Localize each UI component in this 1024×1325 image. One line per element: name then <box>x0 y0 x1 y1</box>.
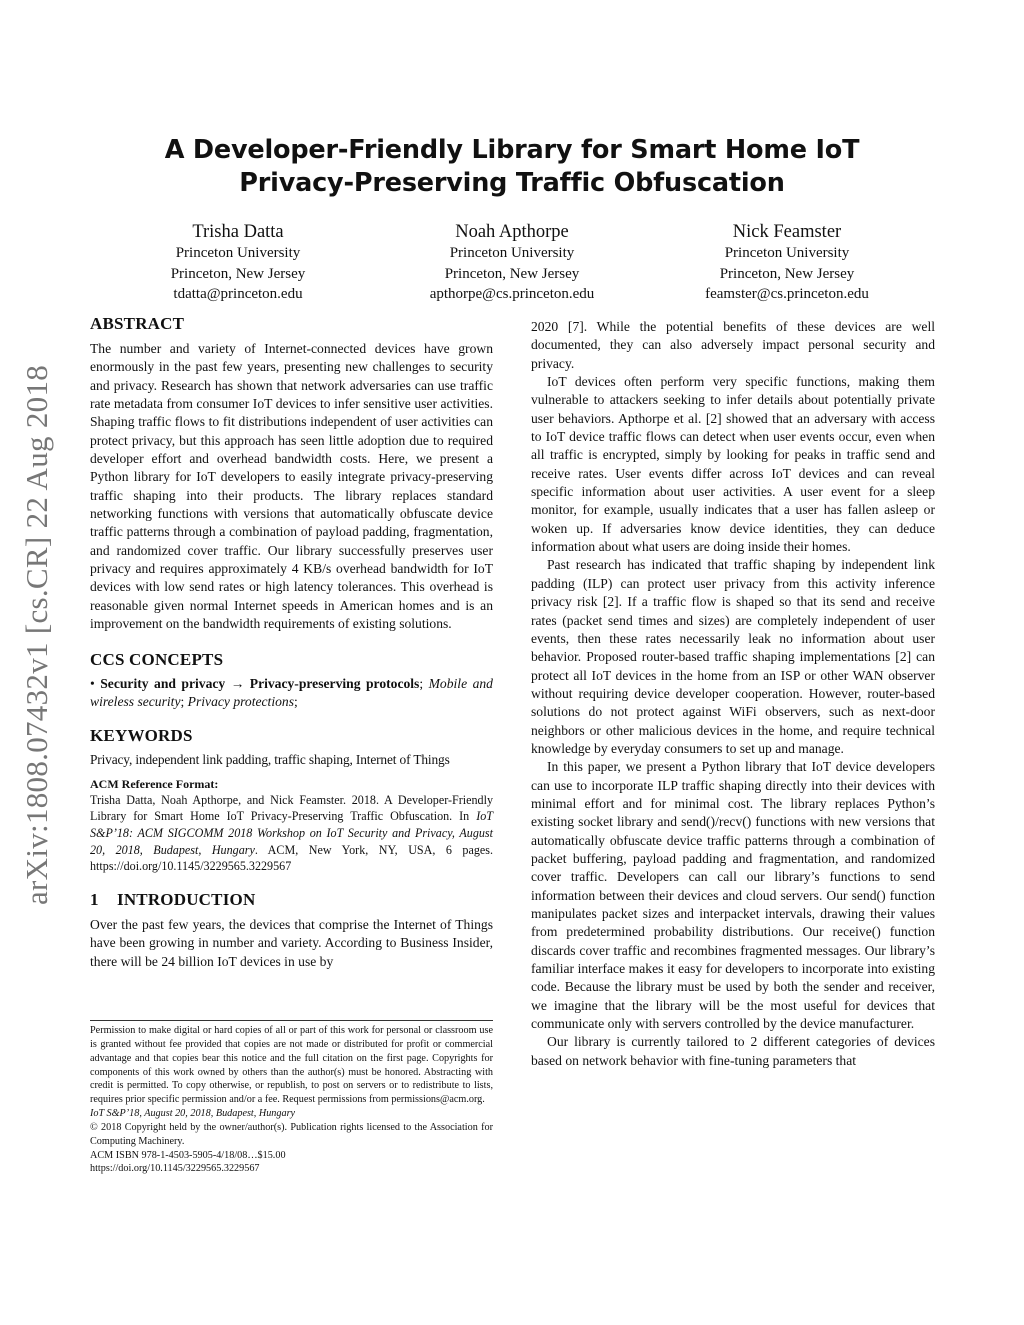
author-email: apthorpe@cs.princeton.edu <box>429 286 595 302</box>
acm-reference-venue: IoT S&P’18: ACM SIGCOMM 2018 Workshop on IoT Security and Privacy, August 20, 2018, Budapest, Hungary <box>90 809 493 857</box>
acm-reference-heading: ACM Reference Format: <box>90 776 219 791</box>
author-affiliation: Princeton University <box>449 245 575 261</box>
author-name: Noah Apthorpe <box>455 222 569 242</box>
abstract-text: The number and variety of Internet-connected devices have grown enormously in the past few years, presenting new challenges to security and privacy. Research has shown that network adversaries can use traffic rate metadata from consumer IoT devices to infer sensitive user activities. Shaping traffic flows to fit distributions independent of user activities can protect privacy, but this approach has seen little adoption due to required developer effort and overhead bandwidth costs. Here, we present a Python library for IoT developers to easily integrate privacy-preserving traffic shaping into their products. The library replaces standard networking functions with versions that automatically obfuscate device traffic patterns through a combination of payload padding, fragmentation, and randomized cover traffic. Our library successfully preserves user privacy and requires approximately 4 KB/s overhead bandwidth for IoT devices with low send rates or high latency tolerances. This overhead is reasonable given normal Internet speeds in American homes and is an improvement on the bandwidth requirements of existing solutions. <box>90 341 493 632</box>
acm-reference-text: Trisha Datta, Noah Apthorpe, and Nick Feamster. 2018. A Developer-Friendly Library for Smart Home IoT Privacy-Preserving Traffic Obfuscation. In <box>90 792 493 824</box>
title-line-2: Privacy-Preserving Traffic Obfuscation <box>239 168 785 198</box>
author-location: Princeton, New Jersey <box>444 265 580 282</box>
acm-reference <box>90 792 493 876</box>
ccs-separator: ; <box>419 675 429 691</box>
paper-title <box>120 134 904 200</box>
keywords-heading: KEYWORDS <box>90 726 193 746</box>
ccs-separator: ; <box>180 693 188 709</box>
author-name: Nick Feamster <box>732 222 842 242</box>
intro-paragraph: Over the past few years, the devices that comprise the Internet of Things have been growing in number and variety. According to Business Insider, there will be 24 billion IoT devices in use by <box>90 917 493 969</box>
ccs-arrow: → <box>225 675 250 691</box>
keywords-text: Privacy, independent link padding, traffic shaping, Internet of Things <box>90 752 450 768</box>
author-location: Princeton, New Jersey <box>170 265 306 282</box>
arxiv-identifier: arXiv:1808.07432v1 [cs.CR] 22 Aug 2018 <box>19 364 54 906</box>
author-affiliation: Princeton University <box>724 245 850 261</box>
right-column <box>531 318 935 1070</box>
isbn: ACM ISBN 978-1-4503-5905-4/18/08…$15.00 <box>90 1149 286 1161</box>
intro-heading <box>90 890 493 910</box>
intro-paragraph: 2020 [7]. While the potential benefits of these devices are well documented, they can also adversely impact personal security and privacy. <box>531 319 935 371</box>
intro-paragraph: Our library is currently tailored to 2 different categories of devices based on network behavior with fine-tuning parameters that <box>531 1034 935 1068</box>
left-column <box>90 314 493 971</box>
intro-paragraph: Past research has indicated that traffic shaping by independent link padding (ILP) can protect user privacy from this activity inference privacy risk [2]. If a traffic flow is shaped so that its send and receive rates (packet send times and sizes) are completely independent of user events, then these rates necessarily leak no information about user behavior. Proposed router-based traffic shaping implementations [2] can protect all IoT devices in the home from an ISP or other WAN observer without requiring device developer cooperation. However, router-based solutions do not protect against WiFi observers, such as next-door neighbors or other malicious devices in the home, and require technical knowledge by everyday consumers to set up and manage. <box>531 557 935 756</box>
copyright-footnote <box>90 1020 493 1176</box>
intro-paragraph: In this paper, we present a Python library that IoT device developers can use to incorporate ILP traffic shaping directly into their devices with minimal effort and for minimal cost. The library replaces Python’s existing socket library and send()/recv() functions with new versions that automatically obfuscate device traffic patterns through a combination of packet buffering, payload padding and fragmentation, and randomized cover traffic. Developers can call our library’s functions to send information between their devices and cloud servers. Our send() function manipulates packet sizes and interpacket intervals, drawing their values from predetermined probability distributions. Our receive() function discards cover traffic and recombines fragmented messages. Our library’s familiar interface makes it easy for developers to incorporate into existing code. Because the library must be used by both the sender and receiver, we imagine that the library will be the most useful for devices that communicate only with servers controlled by the device manufacturer. <box>531 759 935 1032</box>
ccs-heading: CCS CONCEPTS <box>90 649 224 669</box>
author-block <box>88 221 388 305</box>
arxiv-sidebar <box>12 310 62 960</box>
doi-link[interactable]: https://doi.org/10.1145/3229565.3229567 <box>90 1163 260 1175</box>
author-block <box>637 221 937 305</box>
author-name: Trisha Datta <box>192 222 284 242</box>
ccs-concept-2: Privacy-preserving protocols <box>249 675 420 691</box>
intro-paragraph: IoT devices often perform very specific functions, making them vulnerable to attackers seeking to infer details about potentially private user behaviors. Apthorpe et al. [2] showed that an adversary with access to IoT device traffic flows can detect when user events occur, even when all traffic is encrypted, simply by looking for peaks in traffic send and receive rates. User events differ across IoT devices and can reveal specific information about user activities. A user event for a sleep monitor, for example, usually indicates that a user has fallen asleep or woken up. If adversaries know device identities, they can deduce information about what users are doing inside their homes. <box>531 374 935 555</box>
ccs-concept-1: Security and privacy <box>100 675 226 691</box>
author-affiliation: Princeton University <box>175 245 301 261</box>
copyright-notice: © 2018 Copyright held by the owner/author(s). Publication rights licensed to the Association for Computing Machinery. <box>90 1121 493 1147</box>
section-number: 1 <box>90 890 99 910</box>
author-block <box>362 221 662 305</box>
ccs-concepts <box>90 675 493 712</box>
ccs-end: ; <box>294 693 298 709</box>
author-email: tdatta@princeton.edu <box>173 286 303 302</box>
author-email: feamster@cs.princeton.edu <box>705 286 869 302</box>
ccs-concept-3: Mobile and wireless security <box>90 675 493 709</box>
ccs-bullet: • <box>90 675 101 691</box>
acm-reference-tail: . ACM, New York, NY, USA, 6 pages. https://doi.org/10.1145/3229565.3229567 <box>90 842 493 874</box>
footnote-venue: IoT S&P’18, August 20, 2018, Budapest, Hungary <box>90 1108 296 1120</box>
permission-notice: Permission to make digital or hard copies of all or part of this work for personal or classroom use is granted without fee provided that copies are not made or distributed for profit or commercial advantage and that copies bear this notice and the full citation on the first page. Copyrights for components of this work owned by others than the author(s) must be honored. Abstracting with credit is permitted. To copy otherwise, or republish, to post on servers or to redistribute to lists, requires prior specific permission and/or a fee. Request permissions from permissions@acm.org. <box>90 1025 493 1106</box>
title-line-1: A Developer-Friendly Library for Smart Home IoT <box>164 135 860 165</box>
ccs-concept-4: Privacy protections <box>187 693 294 709</box>
abstract-heading: ABSTRACT <box>90 314 185 333</box>
section-title: INTRODUCTION <box>117 890 256 910</box>
author-location: Princeton, New Jersey <box>719 265 855 282</box>
